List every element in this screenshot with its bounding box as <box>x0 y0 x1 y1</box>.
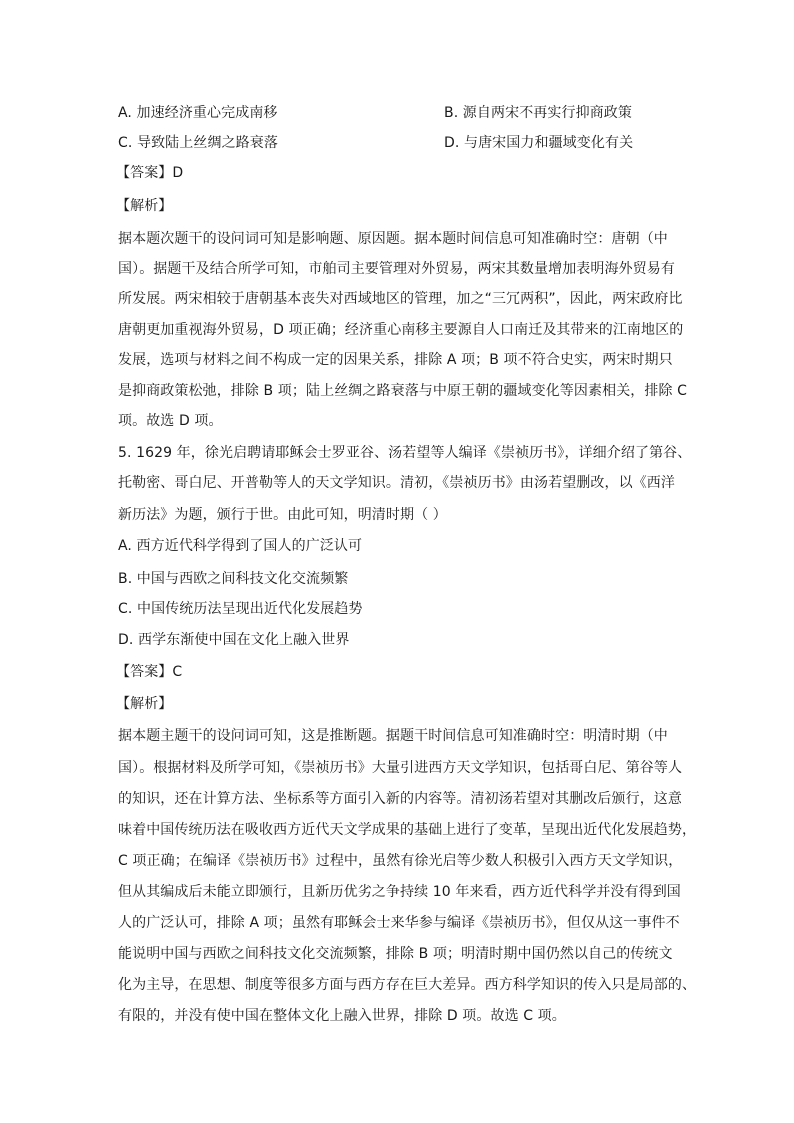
q5-stem-line: 托勒密、哥白尼、开普勒等人的天文学知识。清初，《崇祯历书》由汤若望删改，以《西洋 <box>118 475 675 491</box>
q4-option-b: B. 源自两宋不再实行抑商政策 <box>444 105 633 121</box>
q5-stem-line: 新历法》为题，颁行于世。由此可知，明清时期（ ） <box>118 507 447 523</box>
q5-option-d: D. 西学东渐使中国在文化上融入世界 <box>118 632 350 648</box>
q5-analysis-line: 但从其编成后未能立即颁行，且新历优劣之争持续 10 年来看，西方近代科学并没有得到国 <box>118 884 681 900</box>
q5-analysis-line: 人的广泛认可，排除 A 项；虽然有耶稣会士来华参与编译《崇祯历书》，但仅从这一事件不 <box>118 915 680 931</box>
q5-analysis-line: 能说明中国与西欧之间科技文化交流频繁，排除 B 项；明清时期中国仍然以自己的传统文 <box>118 946 673 962</box>
q4-analysis-line: 据本题次题干的设问词可知是影响题、原因题。据本题时间信息可知准确时空：唐朝（中 <box>118 231 668 247</box>
q4-analysis-line: 是抑商政策松弛，排除 B 项；陆上丝绸之路衰落与中原王朝的疆域变化等因素相关，排除 C <box>118 383 688 399</box>
q4-option-a: A. 加速经济重心完成南移 <box>118 105 278 121</box>
q5-analysis-line: 有限的，并没有使中国在整体文化上融入世界，排除 D 项。故选 C 项。 <box>118 1008 566 1024</box>
q5-option-a: A. 西方近代科学得到了国人的广泛认可 <box>118 538 363 554</box>
q5-analysis-line: 国）。根据材料及所学可知，《崇祯历书》大量引进西方天文学知识，包括哥白尼、第谷等人 <box>118 760 683 776</box>
q4-option-c: C. 导致陆上丝绸之路衰落 <box>118 135 278 151</box>
q4-analysis-line: 国）。据题干及结合所学可知，市舶司主要管理对外贸易，两宋其数量增加表明海外贸易有 <box>118 261 675 277</box>
q5-analysis-line: C 项正确；在编译《崇祯历书》过程中，虽然有徐光启等少数人积极引入西方天文学知识， <box>118 853 683 869</box>
q5-analysis-line: 化为主导，在思想、制度等很多方面与西方存在巨大差异。西方科学知识的传入只是局部的、 <box>118 977 697 993</box>
q4-analysis-line: 唐朝更加重视海外贸易，D 项正确；经济重心南移主要源自人口南迁及其带来的江南地区的 <box>118 322 684 338</box>
q5-analysis-line: 味着中国传统历法在吸收西方近代天文学成果的基础上进行了变革，呈现出近代化发展趋势， <box>118 822 697 838</box>
q4-answer: 【答案】D <box>116 165 184 181</box>
q5-option-b: B. 中国与西欧之间科技文化交流频繁 <box>118 571 349 587</box>
q4-analysis-line: 所发展。两宋相较于唐朝基本丧失对西域地区的管理，加之“三冗两积”，因此，两宋政府比 <box>118 291 683 307</box>
q4-option-d: D. 与唐宋国力和疆域变化有关 <box>444 135 634 151</box>
q5-analysis-label: 【解析】 <box>116 696 173 712</box>
q5-analysis-line: 据本题主题干的设问词可知，这是推断题。据题干时间信息可知准确时空：明清时期（中 <box>118 728 668 744</box>
q5-answer: 【答案】C <box>116 664 183 680</box>
q4-analysis-line: 发展，选项与材料之间不构成一定的因果关系，排除 A 项；B 项不符合史实，两宋时期只 <box>118 352 673 368</box>
q5-stem-line: 5. 1629 年，徐光启聘请耶稣会士罗亚谷、汤若望等人编译《崇祯历书》，详细介绍了第谷、 <box>118 445 692 461</box>
q5-option-c: C. 中国传统历法呈现出近代化发展趋势 <box>118 601 363 617</box>
q4-analysis-line: 项。故选 D 项。 <box>118 413 223 429</box>
q5-analysis-line: 的知识，还在计算方法、坐标系等方面引入新的内容等。清初汤若望对其删改后颁行，这意 <box>118 791 682 807</box>
q4-analysis-label: 【解析】 <box>116 198 173 214</box>
